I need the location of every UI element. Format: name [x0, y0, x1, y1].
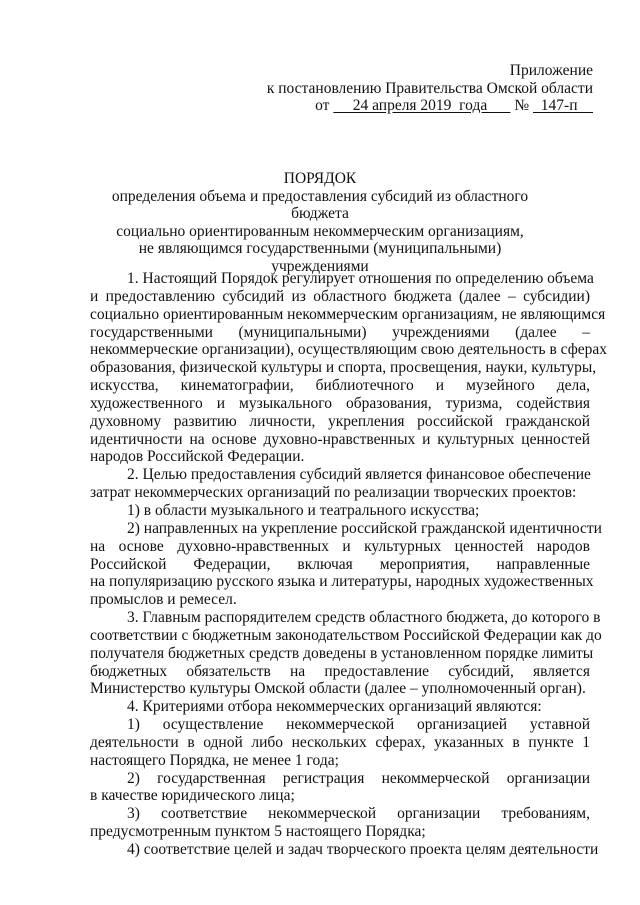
- text-line: 4) соответствие целей и задач творческого проекта целям деятельности: [127, 841, 599, 858]
- text-line: на популяризацию русского языка и литературы, народных художественных: [90, 573, 594, 591]
- text-line: предусмотренным пунктом 5 настоящего Порядка;: [90, 823, 426, 841]
- document-body: [90, 270, 608, 859]
- number-value: 147-п: [533, 97, 593, 115]
- date-value: 24 апреля 2019 года: [333, 97, 511, 115]
- text-line: художественного и музыкального образования, туризма, содействия: [90, 394, 590, 412]
- title-sub-1: определения объема и предоставления субсидий из областного бюджета: [111, 187, 529, 223]
- text-line: 4. Критериями отбора некоммерческих организаций являются:: [127, 698, 542, 716]
- text-line: бюджетных обязательств на предоставление субсидий, является: [90, 662, 590, 680]
- text-line: в качестве юридического лица;: [90, 787, 295, 805]
- text-line: 2. Целью предоставления субсидий является финансовое обеспечение: [127, 466, 591, 484]
- text-line: деятельности в одной либо нескольких сферах, указанных в пункте 1: [90, 733, 590, 751]
- text-line: 2) государственная регистрация некоммерческой организации: [127, 769, 590, 787]
- text-line: 1. Настоящий Порядок регулирует отношения по определению объема: [127, 270, 594, 287]
- document-title: [90, 170, 550, 276]
- title-heading: ПОРЯДОК: [283, 170, 357, 187]
- text-line: затрат некоммерческих организаций по реализации творческих проектов:: [90, 484, 577, 502]
- text-line: государственными (муниципальными) учреждениями (далее –: [90, 323, 590, 341]
- text-line: соответствии с бюджетным законодательством Российской Федерации как до: [90, 626, 602, 644]
- text-line: образования, физической культуры и спорта, просвещения, науки, культуры,: [90, 359, 597, 377]
- text-line: 3. Главным распорядителем средств областного бюджета, до которого в: [127, 609, 601, 627]
- number-label: №: [510, 97, 534, 115]
- text-line: некоммерческие организации), осуществляющим свою деятельность в сферах: [90, 341, 608, 359]
- text-line: идентичности на основе духовно-нравственных и культурных ценностей: [90, 430, 590, 448]
- appendix-date-number: [193, 97, 593, 115]
- text-line: Российской Федерации, включая мероприятия, направленные: [90, 555, 590, 573]
- title-sub-4: учреждениями: [271, 257, 369, 275]
- date-prefix: от: [315, 97, 334, 115]
- text-line: духовному развитию личности, укрепления российской гражданской: [90, 412, 590, 430]
- text-line: социально ориентированным некоммерческим организациям, не являющимся: [90, 305, 606, 323]
- text-line: 2) направленных на укрепление российской гражданской идентичности: [127, 519, 602, 537]
- title-sub-3: не являющимся государственными (муниципальными): [138, 240, 502, 258]
- text-line: получателя бюджетных средств доведены в установленном порядке лимиты: [90, 644, 594, 662]
- text-line: промыслов и ремесел.: [90, 591, 237, 609]
- title-sub-2: социально ориентированным некоммерческим организациям,: [116, 222, 524, 240]
- text-line: на основе духовно-нравственных и культурных ценностей народов: [90, 537, 590, 555]
- appendix-resolution: к постановлению Правительства Омской области: [266, 79, 593, 97]
- text-line: 1) осуществление некоммерческой организацией уставной: [127, 716, 590, 734]
- text-line: 3) соответствие некоммерческой организации требованиям,: [127, 805, 590, 823]
- appendix-header: [193, 62, 593, 115]
- appendix-label: Приложение: [509, 62, 593, 79]
- text-line: и предоставлению субсидий из областного бюджета (далее – субсидии): [90, 287, 590, 305]
- text-line: Министерство культуры Омской области (далее – уполномоченный орган).: [90, 680, 586, 698]
- text-line: настоящего Порядка, не менее 1 года;: [90, 751, 339, 769]
- text-line: искусства, кинематографии, библиотечного и музейного дела,: [90, 377, 590, 395]
- text-line: народов Российской Федерации.: [90, 448, 305, 466]
- text-line: 1) в области музыкального и театрального искусства;: [127, 501, 480, 519]
